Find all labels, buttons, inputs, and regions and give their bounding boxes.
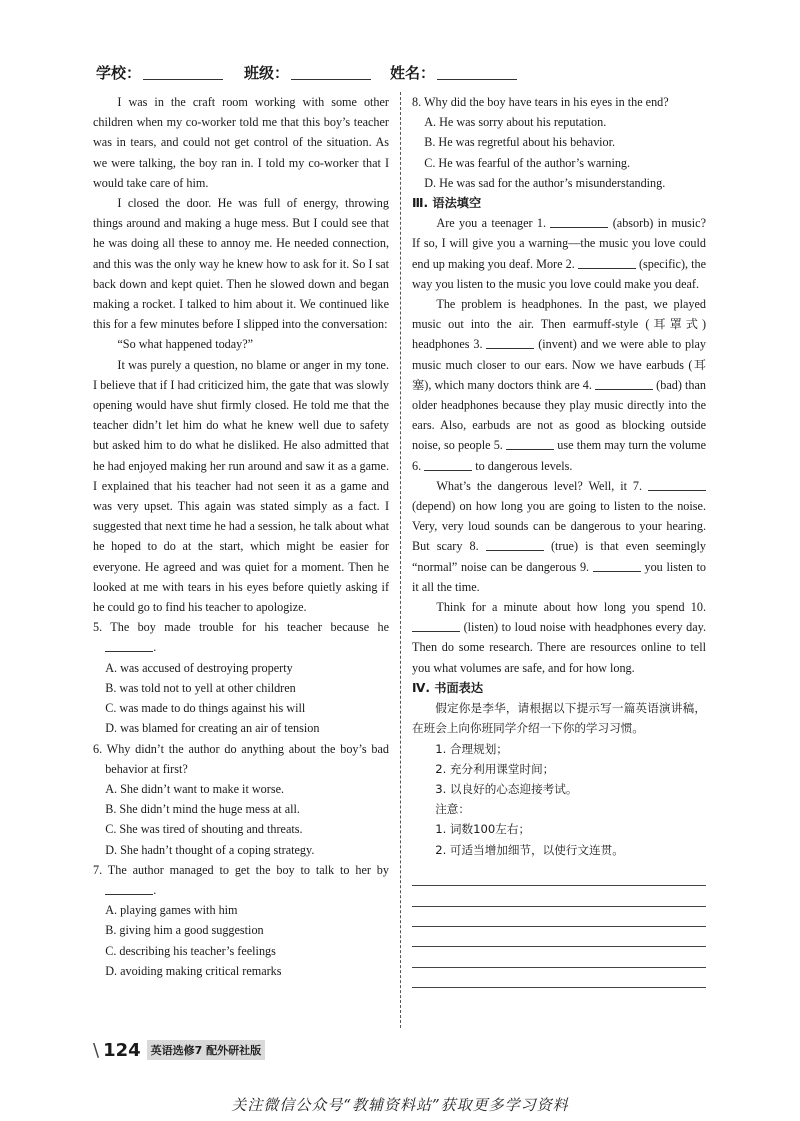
school-label: 学校：	[96, 64, 142, 82]
school-blank[interactable]	[143, 65, 223, 80]
question-5	[93, 617, 389, 738]
passage-paragraph: I was in the craft room working with some other children when my co-worker told me that this boy’s teacher was in tears, and could not get control of the situation. As we were talking, the boy ran in. I told my co-worker that I would take care of him.	[93, 95, 389, 190]
blank-2[interactable]	[578, 256, 636, 269]
option-a[interactable]: A. playing games with him	[105, 903, 238, 918]
option-c[interactable]: C. describing his teacher’s feelings	[105, 943, 276, 958]
question-7	[93, 860, 389, 981]
name-blank[interactable]	[437, 65, 517, 80]
text-segment: (depend) on how long you are going to listen to the noise. Very, very loud sounds can be dangerous to your hearing. But scary 8.	[412, 499, 706, 554]
grammar-paragraph	[412, 294, 706, 476]
class-field	[244, 62, 371, 83]
writing-item: 2. 充分利用课堂时间；	[435, 761, 555, 776]
text-segment: (absorb) in music? If so, I will give you a warning—the music you love could end up making you deaf. More 2.	[412, 216, 706, 271]
name-field	[390, 62, 517, 83]
name-label: 姓名：	[390, 64, 436, 82]
book-title: 英语选修7 配外研社版	[147, 1040, 265, 1060]
blank-10[interactable]	[412, 619, 460, 632]
footer-slash-icon: \	[93, 1040, 100, 1061]
text-segment: use them may turn the volume 6.	[412, 438, 707, 473]
left-column	[93, 92, 389, 981]
question-suffix: .	[153, 882, 157, 897]
writing-area[interactable]	[412, 866, 706, 988]
option-b[interactable]: B. She didn’t mind the huge mess at all.	[105, 802, 300, 817]
option-d[interactable]: D. was blamed for creating an air of tension	[105, 721, 320, 736]
right-column	[412, 92, 706, 988]
grammar-paragraph	[412, 597, 706, 678]
text-segment: (invent) and we were able to play music much closer to our ears. Now we have earbuds (耳塞), which many doctors think are 4.	[412, 337, 707, 392]
text-segment: (listen) to loud noise with headphones every day. Then do some research. There are resources online to tell you what volumes are safe, and for how long.	[412, 620, 706, 675]
question-stem	[93, 860, 389, 900]
text-segment: to dangerous levels.	[475, 458, 573, 473]
blank-3[interactable]	[486, 336, 534, 349]
passage-paragraph: “So what happened today?”	[117, 337, 254, 352]
writing-item: 1. 合理规划；	[435, 741, 508, 756]
option-d[interactable]: D. avoiding making critical remarks	[105, 963, 282, 978]
student-info-header	[96, 62, 716, 82]
writing-line[interactable]	[412, 907, 706, 927]
blank-4[interactable]	[595, 377, 653, 390]
question-text: 5. The boy made trouble for his teacher because he	[93, 620, 389, 635]
answer-blank[interactable]	[105, 882, 153, 895]
grammar-paragraph	[412, 213, 706, 294]
option-c[interactable]: C. was made to do things against his will	[105, 701, 306, 716]
page-footer	[93, 1040, 265, 1062]
text-segment: What’s the dangerous level? Well, it 7.	[436, 478, 643, 493]
option-a[interactable]: A. He was sorry about his reputation.	[424, 115, 607, 130]
writing-line[interactable]	[412, 886, 706, 906]
writing-line[interactable]	[412, 927, 706, 947]
text-segment: Are you a teenager 1.	[436, 216, 547, 231]
writing-line[interactable]	[412, 947, 706, 967]
option-c[interactable]: C. He was fearful of the author’s warning.	[424, 155, 631, 170]
answer-blank[interactable]	[105, 639, 153, 652]
option-b[interactable]: B. giving him a good suggestion	[105, 923, 264, 938]
writing-item: 3. 以良好的心态迎接考试。	[435, 781, 578, 796]
blank-1[interactable]	[550, 215, 608, 228]
writing-note: 1. 词数100左右；	[435, 822, 531, 837]
text-segment: you listen to it all the time.	[412, 559, 707, 594]
question-text: 7. The author managed to get the boy to talk to her by	[93, 862, 389, 877]
writing-note: 2. 可适当增加细节，以使行文连贯。	[435, 842, 624, 857]
blank-7[interactable]	[648, 478, 706, 491]
column-divider	[400, 92, 401, 1028]
text-segment: (specific), the way you listen to the music you love could make you deaf.	[412, 256, 707, 291]
option-c[interactable]: C. She was tired of shouting and threats.	[105, 822, 303, 837]
grammar-heading: Ⅲ. 语法填空	[412, 196, 482, 211]
text-segment: The problem is headphones. In the past, we played music out into the air. Then earmuff-style (耳罩式) headphones 3.	[412, 297, 706, 352]
grammar-paragraph	[412, 476, 706, 597]
option-b[interactable]: B. He was regretful about his behavior.	[424, 135, 616, 150]
blank-5[interactable]	[506, 437, 554, 450]
question-8	[412, 92, 706, 193]
writing-heading: Ⅳ. 书面表达	[412, 680, 484, 695]
passage-paragraph: I closed the door. He was full of energy, throwing things around and making a huge mess. But I could see that he was doing all these to annoy me. He needed connection, and this was the only way he knew how to ask for it. So I sat back down and kept quiet. Then he slowed down and began making a rocket. I talked to him about it. We continued like this for a few minutes before I slipped into the conversation:	[93, 196, 389, 332]
option-d[interactable]: D. She hadn’t thought of a coping strategy.	[105, 842, 315, 857]
text-segment: (bad) than older headphones because they play music directly into the ears. Also, earbuds are not as good as blocking outside noise, so people 5.	[412, 377, 706, 453]
class-label: 班级：	[244, 64, 290, 82]
question-stem: 8. Why did the boy have tears in his eyes in the end?	[412, 95, 669, 109]
question-stem	[93, 617, 389, 657]
question-6	[93, 739, 389, 860]
class-blank[interactable]	[291, 65, 371, 80]
question-stem: 6. Why didn’t the author do anything about the boy’s bad behavior at first?	[93, 741, 389, 776]
bottom-promo-note: 关注微信公众号“教辅资料站”获取更多学习资料	[231, 1096, 569, 1114]
page-number: 124	[103, 1040, 141, 1061]
option-b[interactable]: B. was told not to yell at other children	[105, 680, 296, 695]
blank-6[interactable]	[424, 458, 472, 471]
writing-line[interactable]	[412, 866, 706, 886]
option-a[interactable]: A. was accused of destroying property	[105, 660, 293, 675]
question-suffix: .	[153, 640, 157, 655]
option-a[interactable]: A. She didn’t want to make it worse.	[105, 781, 285, 796]
text-segment: (true) is that even seemingly “normal” noise can be dangerous 9.	[412, 539, 706, 574]
blank-9[interactable]	[593, 559, 641, 572]
option-d[interactable]: D. He was sad for the author’s misunderstanding.	[424, 175, 666, 190]
writing-note-label: 注意：	[435, 802, 470, 817]
passage-paragraph: It was purely a question, no blame or anger in my tone. I believe that if I had criticized him, the gate that was slowly opening would have shut firmly closed. He told me that the teacher didn’t let him do what he knew well due to safety but asked him to do what he disliked. He also admitted that he had enjoyed making her run around and saw it as a game. I explained that his teacher had not seen it as a game and was very upset. This again was stated simply as a fact. I suggested that next time he had a session, he talk about what he hoped to do at the start, which might be easier for everyone. He agreed and was quiet for a moment. Then he looked at me with tears in his eyes before quietly asking if he could go to find his teacher to apologize.	[93, 357, 389, 615]
blank-8[interactable]	[486, 538, 544, 551]
writing-prompt: 假定你是李华，请根据以下提示写一篇英语演讲稿，在班会上向你班同学介绍一下你的学习习惯。	[412, 701, 706, 736]
school-field	[96, 62, 223, 83]
writing-line[interactable]	[412, 968, 706, 988]
text-segment: Think for a minute about how long you spend 10.	[436, 600, 706, 615]
